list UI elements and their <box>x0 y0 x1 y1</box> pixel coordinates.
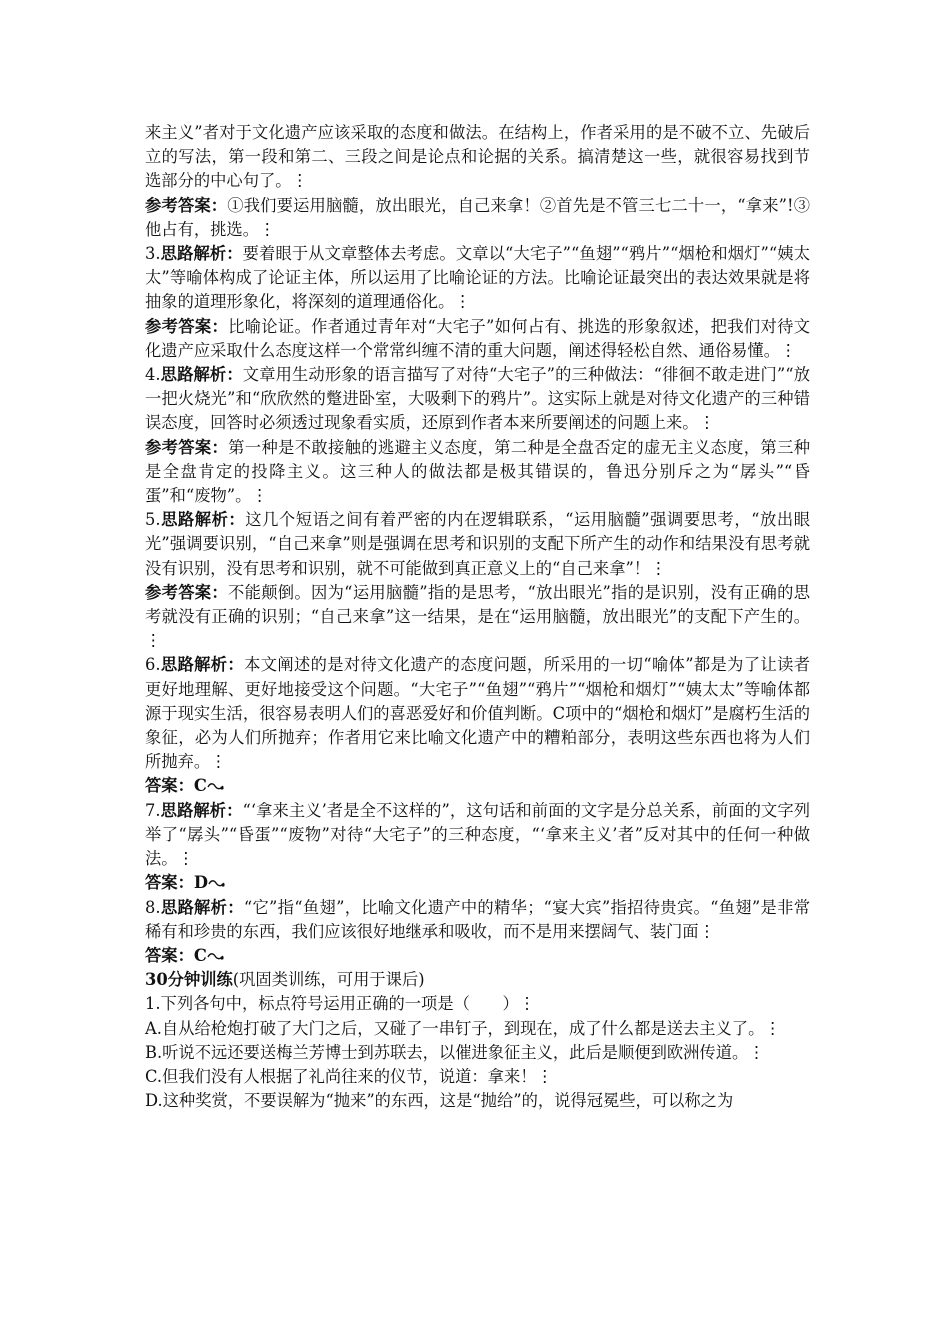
paragraph-analysis-6 <box>145 653 810 774</box>
paragraph-analysis-8 <box>145 896 810 944</box>
section-heading-label: 30分钟训练 <box>145 970 233 990</box>
paragraph-answer-6 <box>145 774 810 798</box>
section-heading-note: (巩固类训练，可用于课后) <box>232 970 425 990</box>
section-heading-30min-training <box>145 968 810 992</box>
question-number: 6. <box>145 655 161 675</box>
analysis-text: 本文阐述的是对待文化遗产的态度问题，所采用的一切“喻体”都是为了让读者更好地理解、更好地接受这个问题。“大宅子”“鱼翅”“鸦片”“烟枪和烟灯”“姨太太”等喻体都源于现实生活，很容易表明人们的喜恶爱好和价值判断。C项中的“烟枪和烟灯”是腐朽生活的象征，必为人们所抛弃；作者用它来比喻文化遗产中的糟粕部分，表明这些东西也将为人们所抛弃。⋮ <box>145 655 810 772</box>
analysis-text: 要着眼于从文章整体去考虑。文章以“大宅子”“鱼翅”“鸦片”“烟枪和烟灯”“姨太太”等喻体构成了论证主体，所以运用了比喻论证的方法。比喻论证最突出的表达效果就是将抽象的道理形象化，将深刻的道理通俗化。⋮ <box>145 244 810 312</box>
paragraph-reference-answer-5 <box>145 581 810 654</box>
answer-label: 答案： <box>145 776 194 796</box>
paragraph-answer-8 <box>145 944 810 968</box>
answer-value: C <box>193 945 207 965</box>
analysis-label: 思路解析： <box>160 510 246 530</box>
paragraph-reference-answer-3 <box>145 315 810 363</box>
question-1-option-a <box>145 1017 810 1041</box>
answer-value: D <box>193 873 208 893</box>
answer-text-body <box>145 121 810 1113</box>
scroll-mark-icon <box>208 879 226 889</box>
question-1-option-c <box>145 1065 810 1089</box>
option-text: C.但我们没有人根据了礼尚往来的仪节，说道：拿来！⋮ <box>145 1066 553 1086</box>
analysis-text: 这几个短语之间有着严密的内在逻辑联系，“运用脑髓”强调要思考，“放出眼光”强调要识别，“自己来拿”则是强调在思考和识别的支配下所产生的动作和结果没有思考就没有识别，没有思考和识别，就不可能做到真正意义上的“自己来拿”！⋮ <box>145 510 810 578</box>
option-text: B.听说不远还要送梅兰芳博士到苏联去，以催进象征主义，此后是顺便到欧洲传道。⋮ <box>145 1042 765 1062</box>
paragraph-analysis-5 <box>145 508 810 581</box>
option-text: A.自从给枪炮打破了大门之后，又碰了一串钉子，到现在，成了什么都是送去主义了。⋮ <box>145 1018 781 1038</box>
paragraph-reference-answer-2 <box>145 194 810 242</box>
question-1-option-d <box>145 1089 810 1113</box>
analysis-label: 思路解析： <box>160 800 243 820</box>
question-number: 4. <box>145 365 161 385</box>
reference-answer-text: 第一种是不敢接触的逃避主义态度，第二种是全盘否定的虚无主义态度，第三种是全盘肯定的投降主义。这三种人的做法都是极其错误的，鲁迅分别斥之为“孱头”“昏蛋”和“废物”。⋮ <box>145 437 810 506</box>
question-number: 8. <box>145 897 161 917</box>
question-text: 1.下列各句中，标点符号运用正确的一项是（ ）⋮ <box>145 994 536 1014</box>
answer-label: 答案： <box>145 873 194 893</box>
paragraph-text: 来主义”者对于文化遗产应该采取的态度和做法。在结构上，作者采用的是不破不立、先破后立的写法，第一段和第二、三段之间是论点和论据的关系。搞清楚这一些，就很容易找到节选部分的中心句了。⋮ <box>145 123 810 191</box>
option-text: D.这种奖赏，不要误解为“抛来”的东西，这是“抛给”的，说得冠冕些，可以称之为 <box>145 1091 734 1111</box>
paragraph-analysis-3 <box>145 242 810 315</box>
reference-answer-text: 比喻论证。作者通过青年对“大宅子”如何占有、挑选的形象叙述，把我们对待文化遗产应采取什么态度这样一个常常纠缠不清的重大问题，阐述得轻松自然、通俗易懂。⋮ <box>145 316 810 360</box>
question-1-option-b <box>145 1041 810 1065</box>
paragraph-analysis-7 <box>145 799 810 872</box>
reference-answer-label: 参考答案： <box>145 316 229 336</box>
reference-answer-label: 参考答案： <box>145 437 229 457</box>
paragraph-analysis-4 <box>145 363 810 436</box>
question-number: 3. <box>145 244 161 264</box>
analysis-label: 思路解析： <box>160 244 243 264</box>
reference-answer-label: 参考答案： <box>145 582 228 602</box>
scroll-mark-icon <box>207 952 225 962</box>
reference-answer-label: 参考答案： <box>145 195 228 215</box>
analysis-label: 思路解析： <box>160 365 243 385</box>
analysis-text: 文章用生动形象的语言描写了对待“大宅子”的三种做法：“徘徊不敢走进门”“放一把火烧光”和“欣欣然的蹩进卧室，大吸剩下的鸦片”。这实际上就是对待文化遗产的三种错误态度，回答时必须透过现象看实质，还原到作者本来所要阐述的问题上来。⋮ <box>145 365 810 433</box>
paragraph-answer-7 <box>145 871 810 895</box>
answer-value: C <box>193 776 207 796</box>
question-1-stem <box>145 992 810 1016</box>
reference-answer-text: ①我们要运用脑髓，放出眼光，自己来拿！②首先是不管三七二十一，“拿来”!③他占有，挑选。⋮ <box>145 195 810 239</box>
analysis-text: “它”指“鱼翅”，比喻文化遗产中的精华；“宴大宾”指招待贵宾。“鱼翅”是非常稀有和珍贵的东西，我们应该很好地继承和吸收，而不是用来摆阔气、装门面⋮ <box>145 897 810 941</box>
question-number: 7. <box>145 800 161 820</box>
scroll-mark-icon <box>207 782 225 792</box>
answer-label: 答案： <box>145 945 194 965</box>
analysis-label: 思路解析： <box>160 655 245 675</box>
analysis-text: “‘拿来主义’者是全不这样的”，这句话和前面的文字是分总关系，前面的文字列举了“孱头”“昏蛋”“废物”对待“大宅子”的三种态度，“‘拿来主义’者”反对其中的任何一种做法。⋮ <box>145 800 810 869</box>
question-number: 5. <box>145 510 161 530</box>
reference-answer-text: 不能颠倒。因为“运用脑髓”指的是思考，“放出眼光”指的是识别，没有正确的思考就没有正确的识别；“自己来拿”这一结果，是在“运用脑髓，放出眼光”的支配下产生的。⋮ <box>145 582 810 651</box>
paragraph-analysis-2-cont <box>145 121 810 194</box>
analysis-label: 思路解析： <box>160 897 244 917</box>
paragraph-reference-answer-4 <box>145 436 810 509</box>
